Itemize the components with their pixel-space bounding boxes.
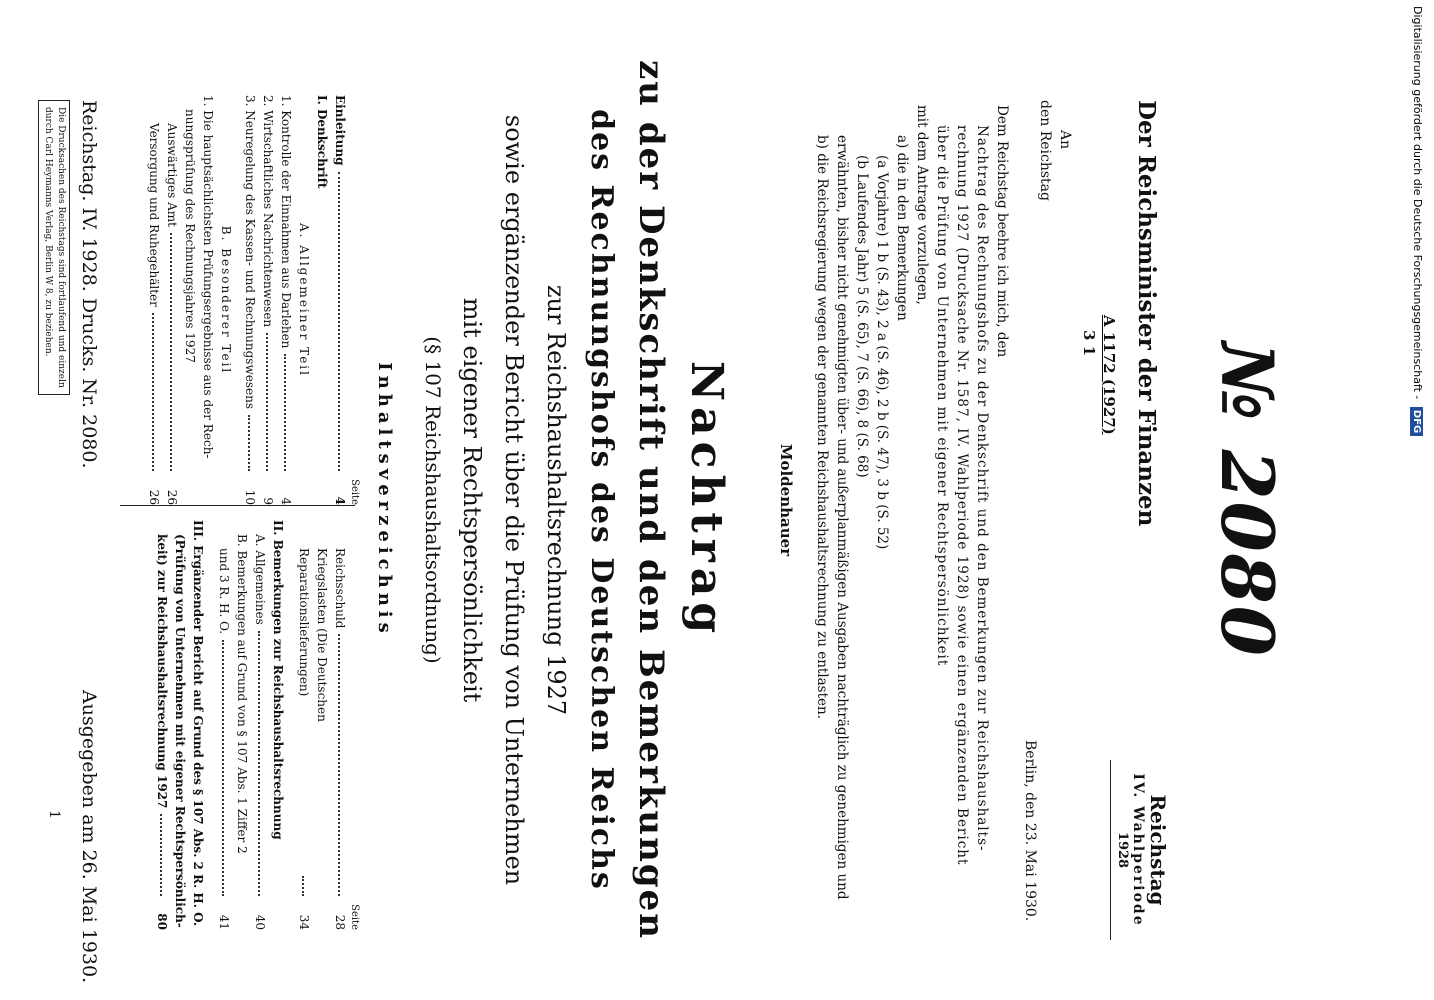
letter-body [812,105,1012,985]
title-line-7: (§ 107 Reichshaushaltsordnung) [421,336,445,664]
toc-kl-page: 34 [297,914,311,930]
toc-leader [152,313,154,471]
toc-iia-page: 40 [253,914,267,930]
letter-line-5: mit dem Antrage vorzulegen, [914,105,930,305]
toc-heading: Inhaltsverzeichnis [374,362,395,638]
toc-leader [338,172,340,471]
toc-iii-page: 80 [155,913,169,930]
ministry-heading: Der Reichsminister der Finanzen [1133,100,1160,527]
toc-leader [302,876,304,896]
document-number: № 2080 [1205,342,1290,658]
toc-iii-3 [153,520,171,930]
period-divider [1110,760,1111,940]
toc-rs-page: 28 [333,914,347,930]
toc-a2-page: 9 [261,497,275,505]
period-year: 1928 [1115,831,1130,869]
addressee-line-2: den Reichstag [1037,100,1053,201]
toc-einleitung-page: 4 [333,496,347,505]
toc-b-vr [145,95,163,505]
footer-right: Ausgegeben am 26. Mai 1930. [78,690,100,984]
footer-box-line-1: Die Drucksachen des Reichstags sind fortlaufend und einzeln [56,107,66,388]
toc-a3-label: 3. Neuregelung des Kassen- und Rechnungswesens [243,95,257,409]
toc-leader [258,631,260,896]
toc-b-aa-page: 26 [165,489,179,505]
toc-teil-b: B. Besonderer Teil [219,225,233,375]
toc-leader [222,640,224,896]
addressee-line-1: An [1057,130,1073,150]
title-line-3: des Rechnungshofs des Deutschen Reichs [584,109,619,891]
toc-a1 [277,95,295,505]
toc-seite-right: Seite [349,904,360,930]
toc-iii-2: (Prüfung von Unternehmen mit eigener Rechtspersönlich- [173,534,187,928]
toc-left-column [145,95,360,505]
title-line-2: zu der Denkschrift und den Bemerkungen [631,60,671,940]
item-a-conclusion: erwähnten, bisher nicht genehmigten über- und außerplanmäßigen Ausgaben nachträglich zu genehmigen und [834,135,850,900]
toc-b1a: 1. Die hauptsächlichsten Prüfungsergebnisse aus der Rech- [201,95,215,459]
reichstag-period-box [1110,760,1170,940]
toc-b-vr-page: 26 [147,489,161,505]
toc-a1-label: 1. Kontrolle der Einnahmen aus Darlehen [279,95,293,349]
toc-leader [170,233,172,471]
toc-ii: II. Bemerkungen zur Reichshaushaltsrechnung [271,520,285,840]
period-label: IV. Wahlperiode [1130,773,1146,927]
reference-top: A 1172 (1927) [1100,315,1118,435]
toc-b-vr-label: Versorgung und Ruhegehälter [147,123,161,307]
toc-kl [295,520,331,930]
letter-line-2: Nachtrag des Rechnungshofs zu der Denkschrift und den Bemerkungen zur Reichshaushalts- [974,125,990,852]
item-a-intro: a) die in den Bemerkungen [894,135,910,321]
toc-leader [338,634,340,896]
title-line-4: zur Reichshaushaltsrechnung 1927 [542,284,570,716]
toc-divider [120,505,355,506]
toc-iib-2 [215,520,233,930]
title-line-6: mit eigener Rechtspersönlichkeit [458,297,486,703]
toc-a3 [241,95,259,505]
date-line: Berlin, den 23. Mai 1930. [1022,740,1038,922]
toc-b-aa [163,95,181,505]
digitization-note-text: Digitalisierung gefördert durch die Deutsche Forschungsgemeinschaft - [1411,6,1424,400]
toc-rs-label: Reichsschuld [333,548,347,629]
item-b: b) die Reichsregierung wegen der genannten Reichshaushaltsrechnung zu entlasten. [814,135,830,720]
toc-iib-label: und 3 R. H. O. [217,548,231,635]
toc-einleitung [331,95,349,505]
footer-left: Reichstag. IV. 1928. Drucks. Nr. 2080. [78,100,100,469]
toc-a1-page: 4 [279,497,293,505]
toc-b1b: nungsprüfung des Rechnungsjahres 1927 [183,109,197,363]
toc-a2-label: 2. Wirtschaftliches Nachrichtenwesen [261,95,275,328]
footer-box [38,100,70,395]
toc-a2 [259,95,277,505]
letter-line-4: über die Prüfung von Unternehmen mit eigener Rechtspersönlichkeit [934,125,950,667]
toc-iii-1: III. Ergänzender Bericht auf Grund des § 107 Abs. 2 R. H. O. [191,520,205,927]
item-a-current-year: (b Laufendes Jahr) 5 (S. 65), 7 (S. 66), 8 (S. 68) [854,155,870,478]
toc-rs [331,520,349,930]
toc-iib-page: 41 [217,914,231,930]
toc-iia-label: A. Allgemeines [253,534,267,625]
letter-line-3: rechnung 1927 (Drucksache Nr. 1587, IV. Wahlperiode 1928) sowie einen ergänzenden Bericht [954,125,970,866]
reference-bottom: 3 1 [1080,330,1098,357]
title-line-1: Nachtrag [681,360,732,640]
addressee [1035,100,1075,201]
toc-a3-page: 10 [243,489,257,505]
toc-b-aa-label: Auswärtiges Amt [165,123,179,227]
reichstag-title: Reichstag [1146,794,1170,906]
page-number: 1 [46,810,62,819]
toc-kl-label: Kriegslasten (Die Deutschen Reparationslieferungen) [297,548,329,722]
toc-leader [248,415,250,471]
toc-leader [284,354,286,471]
dfg-logo: DFG [1410,407,1423,436]
letter-line-1: Dem Reichstag beehre ich mich, den [994,105,1010,358]
signature: Moldenhauer [777,443,795,557]
title-line-5: sowie ergänzender Bericht über die Prüfung von Unternehmen [500,114,528,886]
toc-einleitung-label: Einleitung [333,95,347,166]
toc-leader [160,814,162,896]
toc-iii-label: keit) zur Reichshaushaltsrechnung 1927 [155,534,169,809]
toc-iib-1: B. Bemerkungen auf Grund von § 107 Abs. 1 Ziffer 2 [235,534,249,854]
toc-teil-a: A. Allgemeiner Teil [297,223,311,377]
toc-leader [266,333,268,471]
toc-seite-left: Seite [349,479,360,505]
toc-iia [251,520,269,930]
item-a-previous-years: (a Vorjahre) 1 b (S. 43), 2 a (S. 46), 2 b (S. 47), 3 b (S. 52) [874,155,890,550]
toc-denkschrift: I. Denkschrift [315,95,329,189]
digitization-note [1410,6,1424,436]
footer-box-line-2: durch Carl Heymanns Verlag, Berlin W 8, zu beziehen. [43,107,53,357]
title-block [415,0,735,1000]
toc-right-column [153,520,360,930]
